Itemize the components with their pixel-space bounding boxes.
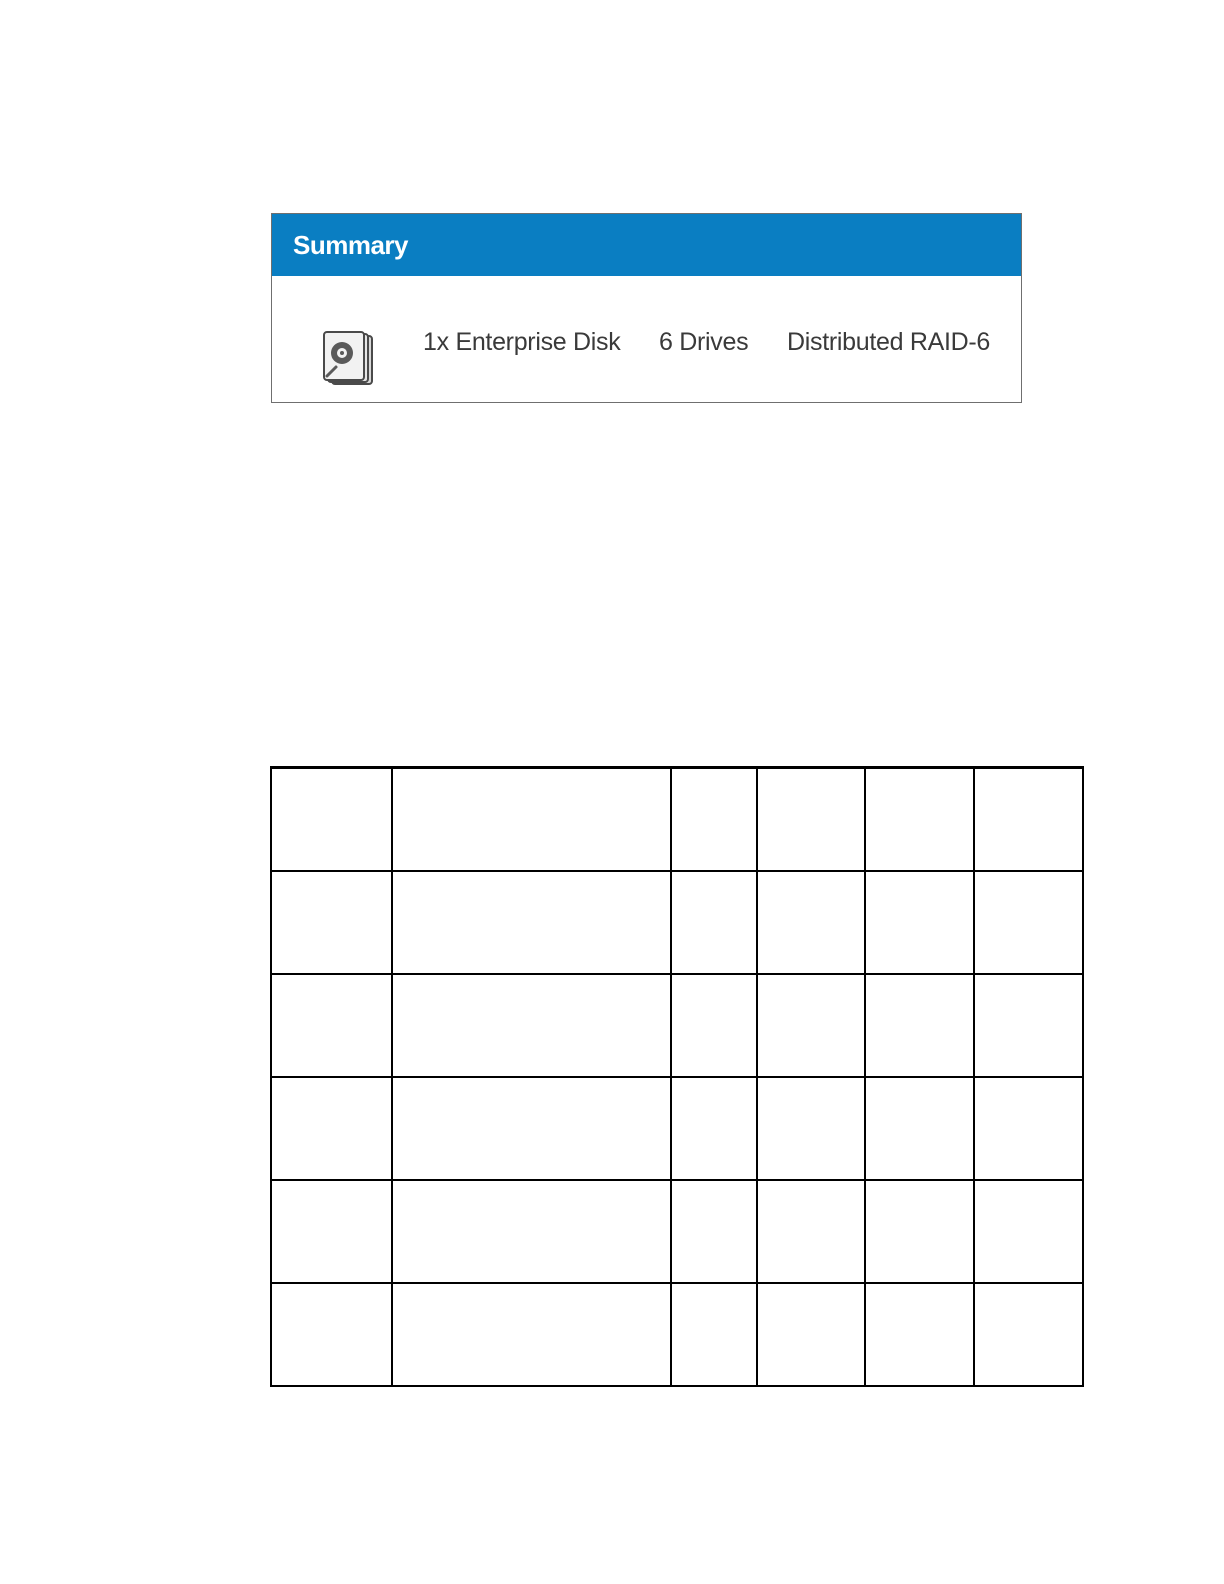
summary-header	[272, 214, 1021, 276]
table-row	[271, 1283, 1083, 1386]
empty-grid-table	[270, 766, 1084, 1387]
table-cell	[671, 1180, 757, 1283]
summary-title: Summary	[293, 229, 408, 260]
table-cell	[974, 974, 1083, 1077]
table-cell	[757, 974, 865, 1077]
table-cell	[757, 871, 865, 974]
table-cell	[271, 1077, 392, 1180]
summary-body	[272, 276, 1021, 402]
table-cell	[392, 1077, 671, 1180]
table-cell	[392, 1283, 671, 1386]
table-cell	[865, 974, 974, 1077]
table-cell	[974, 1180, 1083, 1283]
table-row	[271, 1180, 1083, 1283]
table-cell	[865, 768, 974, 872]
table-cell	[865, 1283, 974, 1386]
table-cell	[271, 871, 392, 974]
table-cell	[865, 1077, 974, 1180]
table-cell	[671, 768, 757, 872]
summary-panel	[271, 213, 1022, 403]
raid-level-label: Distributed RAID-6	[787, 328, 990, 356]
table-cell	[392, 1180, 671, 1283]
disk-class-label: 1x Enterprise Disk	[423, 328, 621, 356]
table-cell	[757, 1077, 865, 1180]
table-cell	[757, 1180, 865, 1283]
table-cell	[392, 768, 671, 872]
table-cell	[392, 871, 671, 974]
table-cell	[392, 974, 671, 1077]
table-cell	[974, 1077, 1083, 1180]
table-cell	[974, 871, 1083, 974]
table-cell	[865, 871, 974, 974]
table-row	[271, 1077, 1083, 1180]
table-cell	[271, 1180, 392, 1283]
table-cell	[757, 1283, 865, 1386]
table-cell	[974, 1283, 1083, 1386]
table-cell	[757, 768, 865, 872]
drive-count-label: 6 Drives	[659, 328, 749, 356]
table-cell	[271, 974, 392, 1077]
table-row	[271, 974, 1083, 1077]
table-cell	[271, 768, 392, 872]
table-cell	[671, 871, 757, 974]
table-cell	[671, 974, 757, 1077]
hard-drive-stack-icon	[322, 331, 376, 389]
table-cell	[974, 768, 1083, 872]
table-cell	[271, 1283, 392, 1386]
table-cell	[865, 1180, 974, 1283]
table-cell	[671, 1077, 757, 1180]
table-row	[271, 768, 1083, 872]
table-cell	[671, 1283, 757, 1386]
table-row	[271, 871, 1083, 974]
